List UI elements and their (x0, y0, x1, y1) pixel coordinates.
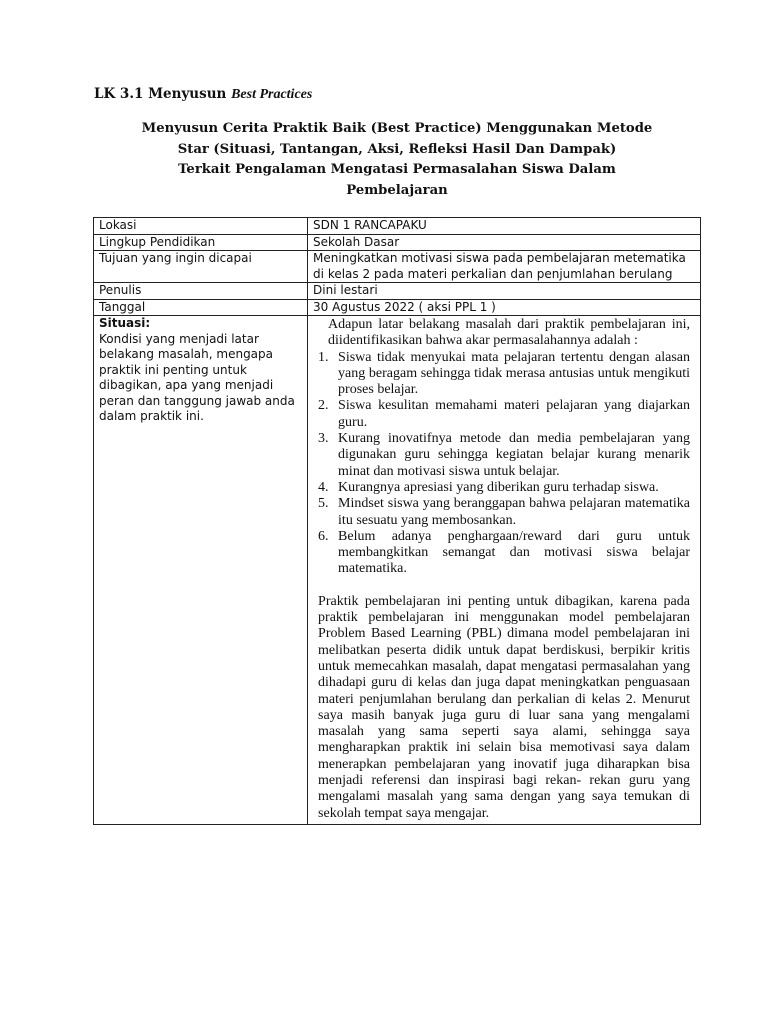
situasi-label: Situasi: (99, 316, 151, 330)
situasi-label-cell (94, 316, 308, 825)
row-value: Dini lestari (308, 283, 701, 300)
list-item-text: Belum adanya penghargaan/reward dari guru untuk membangkitkan semangat dan motivasi siswa belajar matematika. (338, 528, 690, 577)
title-line: Terkait Pengalaman Mengatasi Permasalahan Siswa Dalam (178, 162, 616, 177)
list-item (318, 496, 690, 529)
row-value: Meningkatkan motivasi siswa pada pembelajaran metematika di kelas 2 pada materi perkalian dan penjumlahan berulang (308, 251, 701, 283)
row-label: Lokasi (94, 218, 308, 235)
list-item-number: 6. (318, 528, 329, 544)
row-value: SDN 1 RANCAPAKU (308, 218, 701, 235)
table-row (94, 283, 701, 300)
list-item-text: Mindset siswa yang beranggapan bahwa pelajaran matematika itu sesuatu yang membosankan. (338, 496, 690, 528)
list-item-number: 2. (318, 398, 329, 414)
list-item (318, 349, 690, 399)
list-item-text: Siswa tidak menyukai mata pelajaran tertentu dengan alasan yang beragam sehingga tidak merasa antusias untuk mengikuti proses belajar. (338, 349, 690, 398)
table-row (94, 234, 701, 251)
row-label: Lingkup Pendidikan (94, 234, 308, 251)
list-item (318, 528, 690, 578)
list-item-number: 3. (318, 431, 329, 447)
row-label: Penulis (94, 283, 308, 300)
issue-list (318, 350, 690, 578)
situasi-content-cell (308, 316, 701, 825)
document-title (94, 119, 700, 201)
row-label: Tanggal (94, 299, 308, 316)
table-row (94, 251, 701, 283)
title-line: Pembelajaran (346, 182, 448, 198)
list-item (318, 398, 690, 431)
list-item (318, 479, 690, 496)
info-table (93, 217, 701, 825)
row-value: Sekolah Dasar (308, 234, 701, 251)
worksheet-heading-italic: Best Practices (231, 87, 313, 102)
list-item (318, 431, 690, 480)
situasi-description: Kondisi yang menjadi latar belakang masalah, mengapa praktik ini penting untuk dibagikan, apa yang menjadi peran dan tanggung jawab anda dalam praktik ini. (99, 331, 295, 423)
worksheet-heading-text: LK 3.1 Menyusun (94, 86, 227, 102)
situasi-paragraph: Praktik pembelajaran ini penting untuk dibagikan, karena pada praktik pembelajaran ini menggunakan model pembelajaran Problem Based Learning (PBL) dimana model pembelajaran ini melibatkan peserta didik untuk dapat berdiskusi, berpikir kritis untuk memecahkan masalah, dapat mengatasi permasalahan yang dihadapi guru di kelas dan juga dapat meningkatkan penguasaan materi penjumlahan berulang dan perkalian di kelas 2. Menurut saya masih banyak juga guru di luar sana yang mengalami masalah yang sama seperti saya alami, sehingga saya mengharapkan praktik ini selain bisa memotivasi saya dalam menerapkan pembelajaran yang inovatif juga diharapkan bisa menjadi referensi dan inspirasi bagi rekan- rekan guru yang mengalami masalah yang sama dengan yang saya temukan di sekolah tempat saya mengajar. (318, 593, 690, 821)
row-value: 30 Agustus 2022 ( aksi PPL 1 ) (308, 299, 701, 316)
list-item-text: Siswa kesulitan memahami materi pelajaran yang diajarkan guru. (338, 398, 690, 430)
worksheet-heading (94, 86, 312, 103)
list-item-text: Kurang inovatifnya metode dan media pembelajaran yang digunakan guru sehingga kegiatan belajar kurang menarik minat dan motivasi siswa untuk belajar. (338, 431, 690, 479)
title-line: Menyusun Cerita Praktik Baik (Best Practice) Menggunakan Metode (141, 121, 653, 136)
list-item-number: 1. (318, 349, 329, 365)
table-row (94, 218, 701, 235)
situasi-row (94, 316, 701, 825)
title-line: Star (Situasi, Tantangan, Aksi, Refleksi Hasil Dan Dampak) (177, 141, 617, 157)
situasi-intro: Adapun latar belakang masalah dari praktik pembelajaran ini, diidentifikasikan bahwa akar permasalahannya adalah : (328, 317, 690, 349)
row-label: Tujuan yang ingin dicapai (94, 251, 308, 283)
list-item-number: 4. (318, 479, 329, 495)
list-item-text: Kurangnya apresiasi yang diberikan guru terhadap siswa. (338, 479, 659, 495)
table-row (94, 299, 701, 316)
list-item-number: 5. (318, 496, 329, 512)
